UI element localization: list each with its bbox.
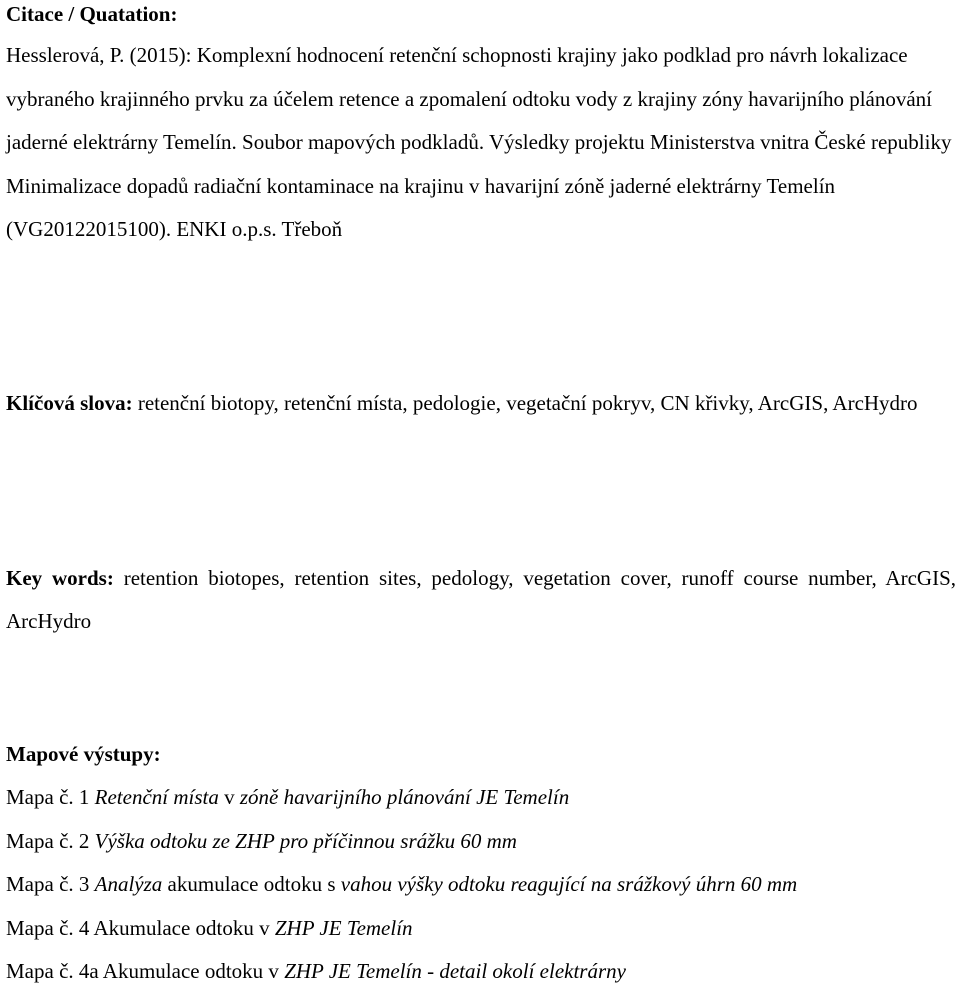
keywords-en-text: retention biotopes, retention sites, pedology, vegetation cover, runoff course number, ArcGIS, ArcHydro <box>6 566 956 633</box>
map-item <box>6 776 956 820</box>
keywords-en <box>6 557 956 643</box>
map-item <box>6 863 956 907</box>
keywords-cz <box>6 382 956 425</box>
map-item-number: Mapa č. 1 <box>6 785 95 809</box>
map-item-title-part: Výška odtoku ze ZHP pro příčinnou srážku 60 mm <box>94 828 517 853</box>
map-item-title-part: zóně havarijního plánování JE Temelín <box>239 785 570 809</box>
map-item-title-part: Retenční místa <box>94 785 219 809</box>
citation-heading: Citace / Quatation: <box>6 2 178 26</box>
map-item-title-part: vahou výšky odtoku reagující na srážkový úhrn 60 mm <box>340 872 798 896</box>
map-item <box>6 907 956 951</box>
map-item-number: Mapa č. 4 <box>6 915 94 940</box>
map-item-title-part: ZHP JE Temelín - detail okolí elektrárny <box>284 959 626 983</box>
map-item <box>6 820 956 864</box>
map-item-title-part: akumulace odtoku s <box>162 872 341 896</box>
citation-text: Hesslerová, P. (2015): Komplexní hodnocení retenční schopnosti krajiny jako podklad pro návrh lokalizace vybraného krajinného prvku za účelem retence a zpomalení odtoku vody z krajiny zóny havarijního plánování jaderné elektrárny Temelín. Soubor mapových podkladů. Výsledky projektu Ministerstva vnitra České republiky Minimalizace dopadů radiační kontaminace na krajinu v havarijní zóně jaderné elektrárny Temelín (VG20122015100). ENKI o.p.s. Třeboň <box>6 43 952 241</box>
map-item-title-part: Akumulace odtoku v <box>93 915 275 940</box>
map-item-title-part: v <box>218 785 240 809</box>
map-item-number: Mapa č. 2 <box>6 828 95 853</box>
map-item-title-part: Analýza <box>94 872 163 896</box>
map-item-title-part: ZHP JE Temelín <box>274 915 413 940</box>
maps-heading: Mapové výstupy: <box>6 742 161 766</box>
map-item-title-part: Akumulace odtoku v <box>102 959 285 983</box>
keywords-cz-text: retenční biotopy, retenční místa, pedologie, vegetační pokryv, CN křivky, ArcGIS, ArcHydro <box>132 391 918 415</box>
maps-list <box>6 776 956 994</box>
map-item <box>6 950 956 994</box>
map-item-number: Mapa č. 3 <box>6 872 95 896</box>
keywords-cz-label: Klíčová slova: <box>6 391 133 415</box>
map-item-number: Mapa č. 4a <box>6 959 103 983</box>
keywords-en-label: Key words: <box>6 566 114 590</box>
